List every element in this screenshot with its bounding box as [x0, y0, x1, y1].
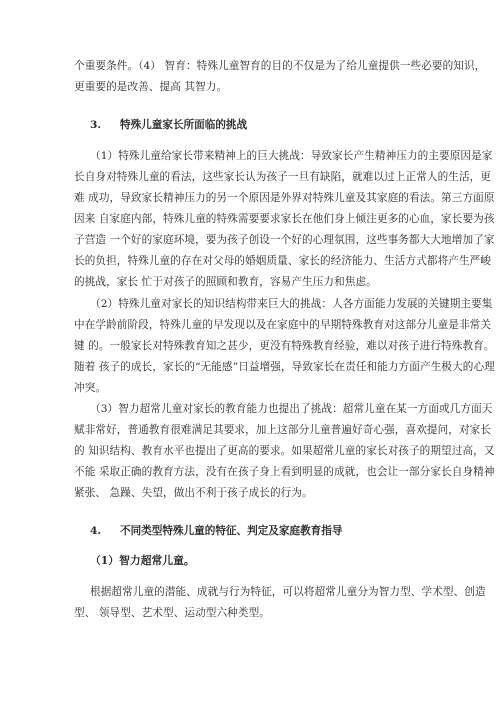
- section-number: 3.: [90, 119, 102, 131]
- section-number: 4.: [90, 525, 102, 537]
- text-line: 的 知识结构、教育水平也提出了更高的要求。如果超常儿童的家长对孩子的期望过高，又: [74, 445, 495, 457]
- subsection-gifted-children: （1）智力超常儿童。: [90, 554, 195, 567]
- text-line: 赋非常好，普通教育很难满足其要求，加上这部分儿童普遍好奇心强，喜欢提问，对家长: [74, 424, 492, 436]
- text-line: （2）特殊儿童对家长的知识结构带来巨大的挑战：人各方面能力发展的关键期主要集: [90, 298, 493, 310]
- text-line: 长自身对特殊儿童的看法，这些家长认为孩子一旦有缺陷，就难以过上正常人的生活，更: [74, 171, 492, 183]
- section-heading-4: [90, 523, 342, 539]
- text-line: 紧张、 急躁、失望，做出不利于孩子成长的行为。: [74, 487, 313, 499]
- text-line: 难 成功，导致家长精神压力的另一个原因是外界对特殊儿童及其家庭的看法。第三方面原: [74, 192, 495, 204]
- text-line: 不能 采取正确的教育方法，没有在孩子身上看到明显的成就，也会让一部分家长自身精神: [74, 466, 495, 478]
- text-line: 的挑战，家长 忙于对孩子的照顾和教育，容易产生压力和焦虑。: [74, 276, 377, 288]
- text-line: 随着 孩子的成长，家长的“无能感”日益增强，导致家长在责任和能力方面产生极大的心理: [74, 361, 495, 373]
- section-title: 不同类型特殊儿童的特征、判定及家庭教育指导: [120, 525, 343, 537]
- paragraph-intellectual-education: [74, 56, 486, 98]
- text-line: （3）智力超常儿童对家长的教育能力也提出了挑战：超常儿童在某一方面或几方面天: [90, 403, 493, 415]
- paragraph-challenge-1: [74, 146, 495, 293]
- text-line: 个重要条件。（4） 智育：特殊儿童智育的目的不仅是为了给儿童提供一些必要的知识，: [74, 60, 486, 72]
- text-line: 中在学龄前阶段，特殊儿童的早发现以及在家庭中的早期特殊教育对这部分儿童是非常关: [74, 319, 492, 331]
- paragraph-gifted-types: [74, 582, 486, 624]
- section-title: 特殊儿童家长所面临的挑战: [120, 119, 248, 131]
- text-line: 键 的。一般家长对特殊教育知之甚少，更没有特殊教育经验，难以对孩子进行特殊教育。: [74, 340, 495, 352]
- text-line: 根据超常儿童的潜能、成就与行为特征，可以将超常儿童分为智力型、学术型、创造: [90, 586, 486, 598]
- text-line: 型、 领导型、艺术型、运动型六种类型。: [74, 607, 270, 619]
- text-line: 子营造 一个好的家庭环境，要为孩子创设一个好的心理氛围，这些事务都大大地增加了家: [74, 234, 495, 246]
- text-line: 更重要的是改善、提高 其智力。: [74, 81, 228, 93]
- text-line: 因来 自家庭内部，特殊儿童的特殊需要要求家长在他们身上倾注更多的心血，家长要为孩: [74, 213, 495, 225]
- text-line: 冲突。: [74, 382, 107, 394]
- section-heading-3: [90, 117, 247, 133]
- paragraph-challenge-2: [74, 294, 495, 399]
- text-line: 长的负担，特殊儿童的存在对父母的婚姻质量、家长的经济能力、生活方式都将产生严峻: [74, 255, 492, 267]
- paragraph-challenge-3: [74, 399, 495, 504]
- text-line: （1）特殊儿童给家长带来精神上的巨大挑战：导致家长产生精神压力的主要原因是家: [90, 150, 493, 162]
